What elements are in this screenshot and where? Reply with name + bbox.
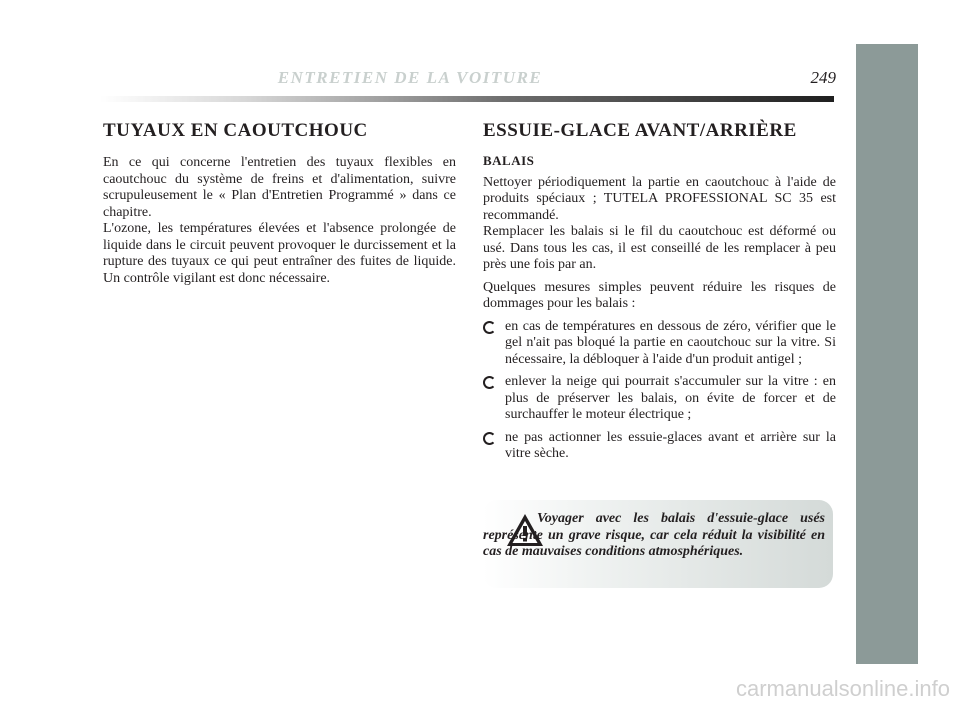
paragraph: L'ozone, les températures élevées et l'absence prolongée de liquide dans le circuit peuvent provoquer le durcissement et la rupture des tuyaux ce qui peut entraîner des fuites de liquide. Un contrôle vigilant est donc nécessaire.	[103, 221, 456, 286]
list-item-text: enlever la neige qui pourrait s'accumuler sur la vitre : en plus de préserver les balais, on évite de forcer et de surchauffer le moteur électrique ;	[505, 374, 836, 422]
bullet-circle-icon	[483, 432, 496, 445]
paragraph: Nettoyer périodiquement la partie en caoutchouc à l'aide de produits spéciaux ; TUTELA PROFESSIONAL SC 35 est recommandé.	[483, 174, 836, 223]
chapter-side-tab	[856, 44, 918, 664]
list-item	[483, 319, 836, 369]
subheading-balais: BALAIS	[483, 153, 535, 168]
watermark: carmanualsonline.info	[735, 676, 950, 701]
bullet-circle-icon	[483, 376, 496, 389]
list-item-text: en cas de températures en dessous de zéro, vérifier que le gel n'ait pas bloqué la partie en caoutchouc sur la vitre. Si nécessaire, la débloquer à l'aide d'un produit antigel ;	[505, 318, 836, 367]
paragraph: Quelques mesures simples peuvent réduire les risques de dommages pour les balais :	[483, 279, 836, 311]
heading-tuyaux: TUYAUX EN CAOUTCHOUC	[103, 120, 368, 141]
warning-box	[483, 500, 833, 588]
warning-text-block	[483, 511, 825, 561]
paragraph: En ce qui concerne l'entretien des tuyaux flexibles en caoutchouc du système de freins et d'alimentation, suivre scrupuleusement le « Plan d'Entretien Programmé » dans ce chapitre.	[103, 155, 456, 220]
left-column	[103, 120, 456, 287]
list-item-text: ne pas actionner les essuie-glaces avant et arrière sur la vitre sèche.	[505, 429, 836, 461]
paragraph: Remplacer les balais si le fil du caoutchouc est déformé ou usé. Dans tous les cas, il est conseillé de les remplacer à peu près une fois par an.	[483, 224, 836, 272]
section-title: ENTRETIEN DE LA VOITURE	[277, 68, 543, 87]
bullet-circle-icon	[483, 321, 496, 334]
warning-text: Voyager avec les balais d'essuie-glace usés représente un grave risque, car cela réduit la visibilité en cas de mauvaises conditions atmosphériques.	[483, 511, 825, 559]
page-number: 249	[810, 68, 836, 87]
heading-essuie-glace: ESSUIE-GLACE AVANT/ARRIÈRE	[483, 120, 797, 141]
header-rule	[100, 96, 834, 102]
list-item	[483, 374, 836, 424]
bullet-list	[483, 319, 836, 463]
right-column	[483, 120, 836, 469]
list-item	[483, 430, 836, 463]
